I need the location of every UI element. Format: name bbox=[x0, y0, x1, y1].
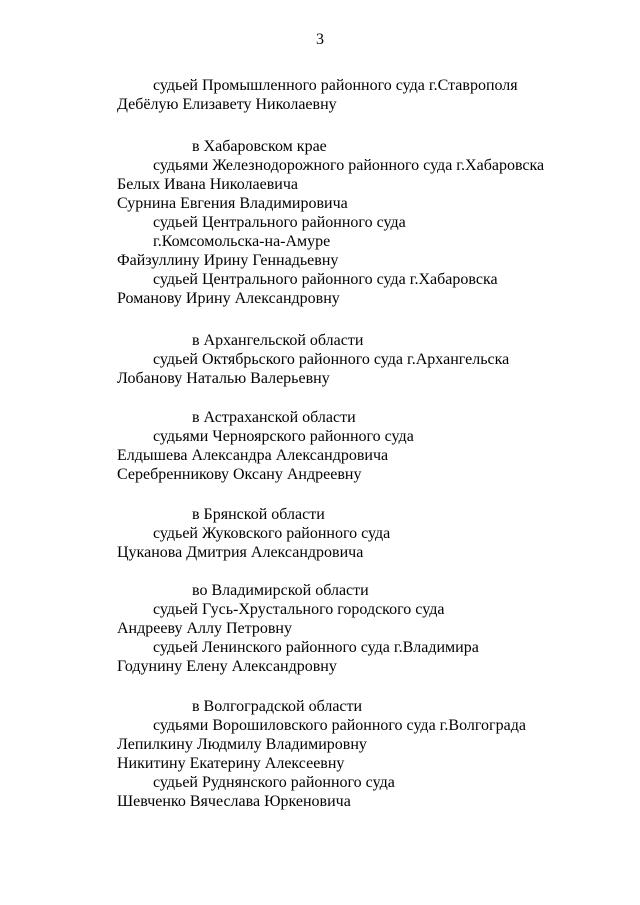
court-line: судьей Гусь-Хрустального городского суда bbox=[153, 601, 445, 618]
judge-name: Андрееву Аллу Петровну bbox=[117, 620, 292, 637]
judge-name: Елдышева Александра Александровича bbox=[117, 447, 389, 464]
region-heading: в Брянской области bbox=[192, 506, 325, 523]
court-line: судьями Черноярского районного суда bbox=[153, 428, 414, 445]
region-heading: в Архангельской области bbox=[192, 332, 364, 349]
court-line: судьями Железнодорожного районного суда г.Хабаровска bbox=[153, 157, 545, 174]
region-heading: в Волгоградской области bbox=[192, 698, 363, 715]
region-heading: в Астраханской области bbox=[192, 409, 356, 426]
judge-name: Дебёлую Елизавету Николаевну bbox=[117, 96, 337, 113]
court-line: судьей Ленинского районного суда г.Владимира bbox=[153, 639, 479, 656]
judge-name: Белых Ивана Николаевича bbox=[117, 176, 299, 193]
court-line: судьей Октябрьского районного суда г.Архангельска bbox=[153, 351, 510, 368]
judge-name: Шевченко Вячеслава Юркеновича bbox=[117, 793, 351, 810]
court-line: судьей Промышленного районного суда г.Ставрополя bbox=[153, 77, 518, 94]
judge-name: Никитину Екатерину Алексеевну bbox=[117, 755, 345, 772]
region-heading: в Хабаровском крае bbox=[192, 138, 327, 155]
judge-name: Файзуллину Ирину Геннадьевну bbox=[117, 252, 339, 269]
page-number: 3 bbox=[316, 31, 324, 48]
judge-name: Годунину Елену Александровну bbox=[117, 658, 337, 675]
court-line: г.Комсомольска-на-Амуре bbox=[153, 233, 331, 250]
judge-name: Цуканова Дмитрия Александровича bbox=[117, 544, 364, 561]
judge-name: Серебренникову Оксану Андреевну bbox=[117, 466, 362, 483]
court-line: судьей Центрального районного суда bbox=[153, 214, 406, 231]
judge-name: Сурнина Евгения Владимировича bbox=[117, 195, 348, 212]
court-line: судьей Центрального районного суда г.Хабаровска bbox=[153, 271, 498, 288]
region-heading: во Владимирской области bbox=[192, 582, 369, 599]
court-line: судьей Жуковского районного суда bbox=[153, 525, 391, 542]
judge-name: Лепилкину Людмилу Владимировну bbox=[117, 736, 367, 753]
court-line: судьями Ворошиловского районного суда г.Волгограда bbox=[153, 717, 526, 734]
court-line: судьей Руднянского районного суда bbox=[153, 774, 395, 791]
judge-name: Лобанову Наталью Валерьевну bbox=[117, 370, 330, 387]
judge-name: Романову Ирину Александровну bbox=[117, 290, 340, 307]
